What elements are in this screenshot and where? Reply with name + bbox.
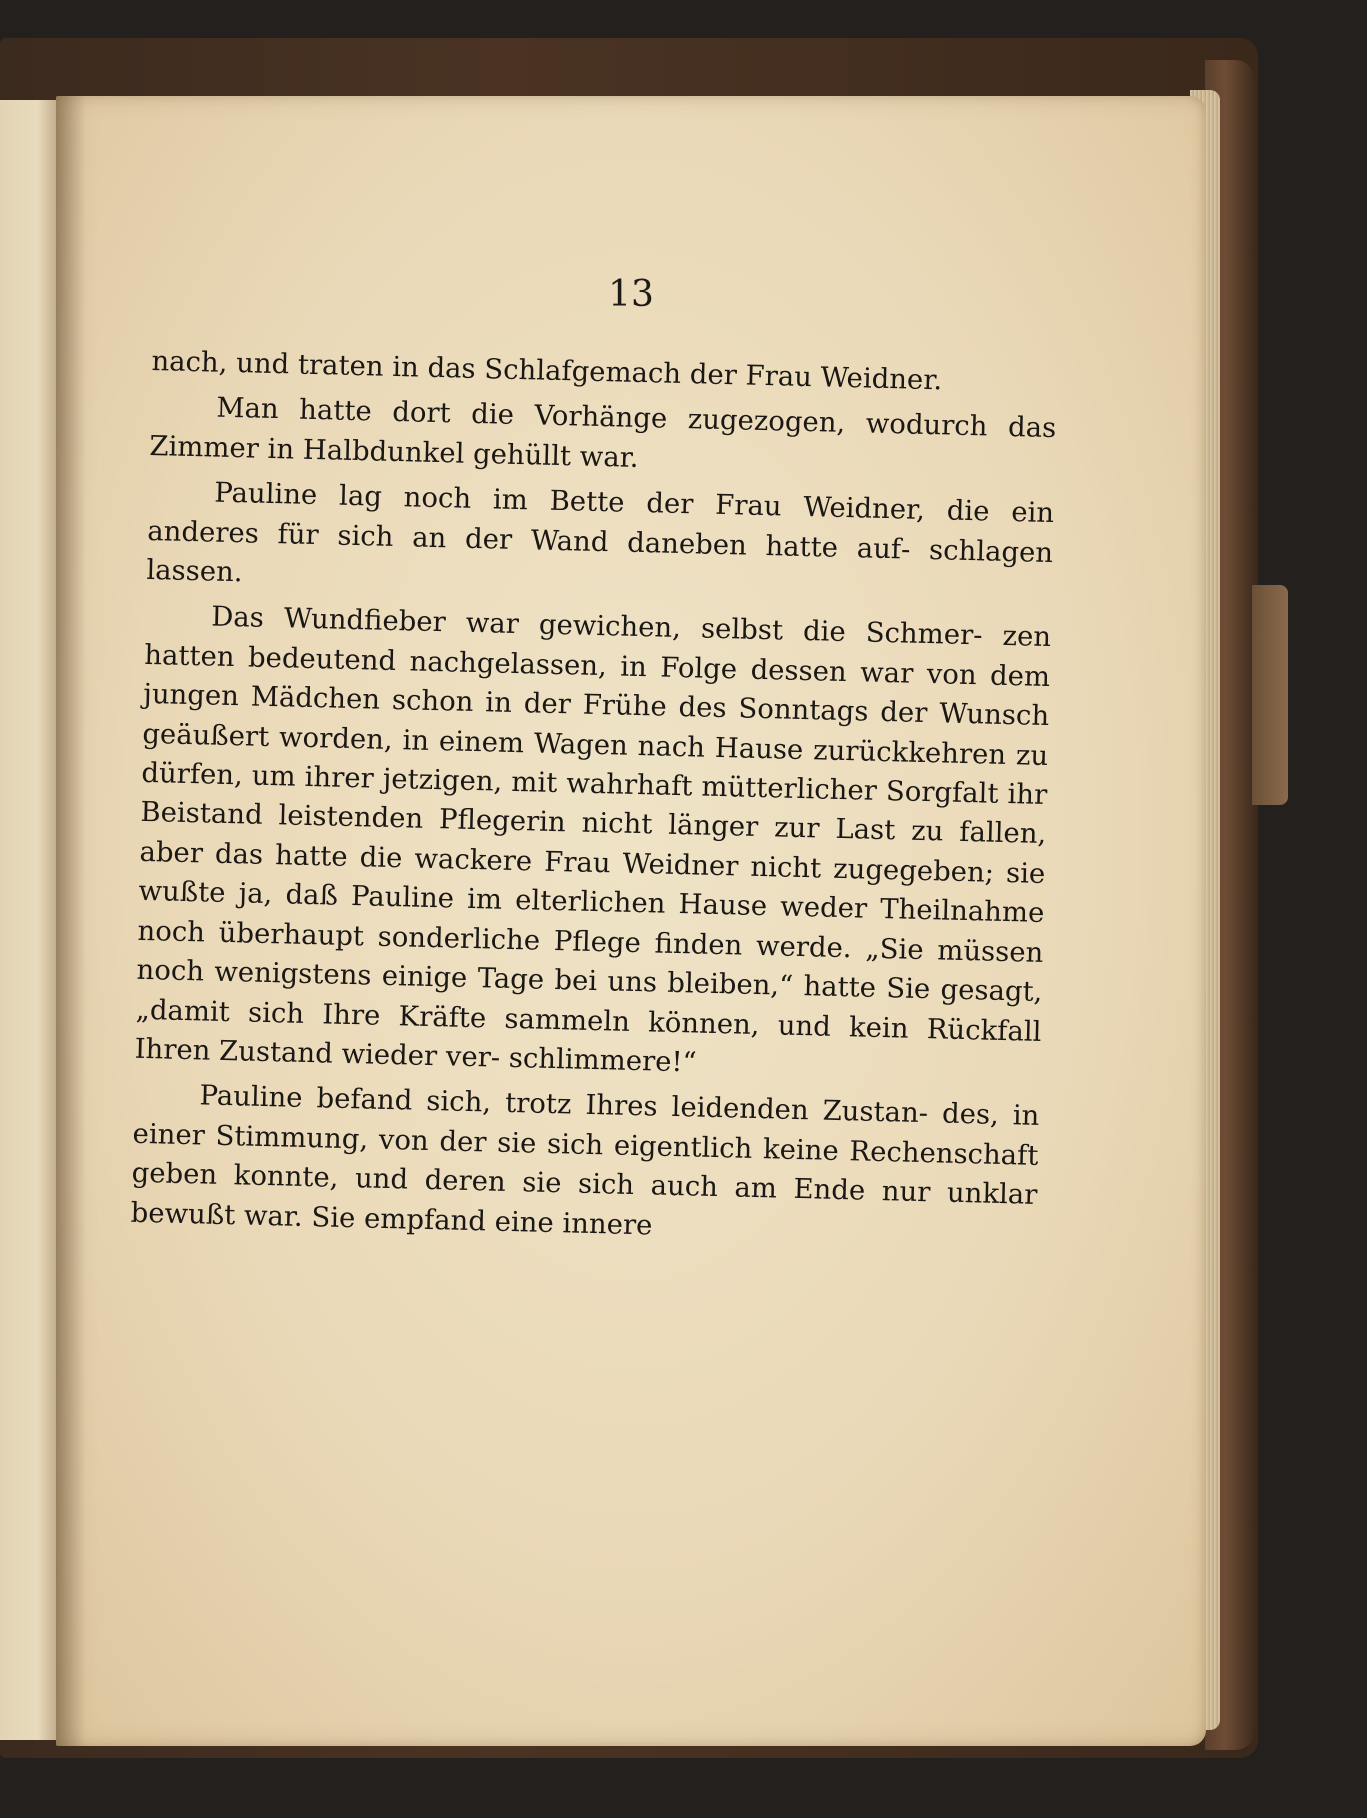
book-page	[56, 96, 1206, 1746]
paragraph: Man hatte dort die Vorhänge zugezogen, wodurch das Zimmer in Halbdunkel gehüllt war.	[149, 392, 1057, 474]
paragraph: Pauline lag noch im Bette der Frau Weidner, die ein anderes für sich an der Wand daneben hatte auf‑ schlagen lassen.	[146, 476, 1055, 589]
page-text	[130, 342, 1058, 1261]
paragraph: nach, und traten in das Schlafgemach der Frau Weidner.	[151, 344, 943, 397]
page-number: 13	[608, 274, 654, 315]
left-page-edge	[0, 100, 62, 1740]
spine-shadow	[56, 96, 86, 1746]
paragraph: Pauline befand sich, trotz Ihres leidenden Zustan‑ des, in einer Stimmung, von der sie sich eigentlich keine Rechenschaft geben konnte, und deren sie sich auch am Ende nur unklar bewußt war. Sie empfand eine innere	[130, 1079, 1040, 1242]
paragraph: Das Wundfieber war gewichen, selbst die Schmer‑ zen hatten bedeutend nachgelassen, in Folge dessen war von dem jungen Mädchen schon in der Frühe des Sonntags der Wunsch geäußert worden, in einem Wagen nach Hause zurückkehren zu dürfen, um ihrer jetzigen, mit wahrhaft mütterlicher Sorgfalt ihr Beistand leistenden Pflegerin nicht länger zur Last zu fallen, aber das hatte die wackere Frau Weidner nicht zugegeben; sie wußte ja, daß Pauline im elterlichen Hause weder Theilnahme noch überhaupt sonderliche Pflege finden werde. „Sie müssen noch wenigstens einige Tage bei uns bleiben,“ hatte Sie gesagt, „damit sich Ihre Kräfte sammeln können, und kein Rückfall Ihren Zustand wieder ver‑ schlimmere!“	[134, 600, 1052, 1079]
cover-clasp	[1252, 585, 1288, 805]
